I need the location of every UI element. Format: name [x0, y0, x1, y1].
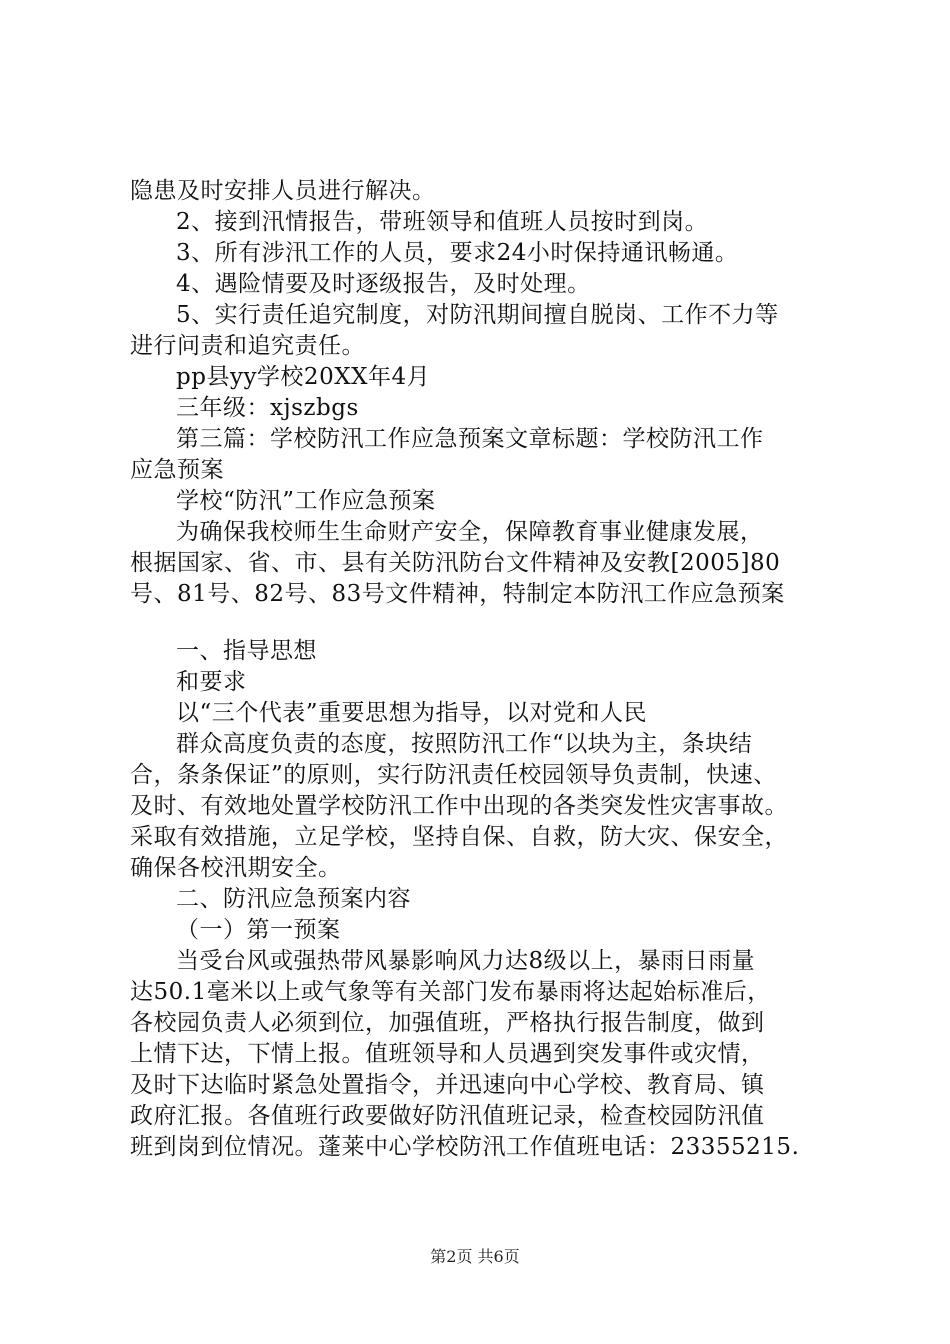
text-line: 根据国家、省、市、县有关防汛防台文件精神及安教[2005]80 [130, 550, 781, 576]
text-line: 达50.1毫米以上或气象等有关部门发布暴雨将达起始标准后， [130, 979, 771, 1005]
text-line: 合，条条保证”的原则，实行防汛责任校园领导负责制，快速、 [130, 762, 777, 788]
text-line: 及时下达临时紧急处置指令，并迅速向中心学校、教育局、镇 [130, 1072, 765, 1098]
text-line: 3、所有涉汛工作的人员，要求24小时保持通讯畅通。 [176, 240, 739, 266]
text-line: 三年级：xjszbgs [176, 395, 359, 421]
text-line: 上情下达，下情上报。值班领导和人员遇到突发事件或灾情， [130, 1041, 765, 1067]
text-line: 政府汇报。各值班行政要做好防汛值班记录，检查校园防汛值 [130, 1103, 765, 1129]
heading-first-plan: （一）第一预案 [176, 917, 341, 943]
page-number-footer: 第2页 共6页 [430, 1247, 520, 1266]
section-heading-continued: 应急预案 [130, 457, 224, 483]
text-line: 进行问责和追究责任。 [130, 333, 365, 359]
text-line: pp县yy学校20XX年4月 [176, 364, 431, 390]
heading-plan-content: 二、防汛应急预案内容 [176, 886, 411, 912]
text-line: 2、接到汛情报告，带班领导和值班人员按时到岗。 [176, 209, 709, 235]
text-line: 号、81号、82号、83号文件精神，特制定本防汛工作应急预案 [130, 581, 785, 607]
text-line: 5、实行责任追究制度，对防汛期间擅自脱岗、工作不力等 [176, 302, 779, 328]
text-line: 以“三个代表”重要思想为指导，以对党和人民 [176, 700, 648, 726]
text-line: 及时、有效地处置学校防汛工作中出现的各类突发性灾害事故。 [130, 793, 788, 819]
text-line: 各校园负责人必须到位，加强值班，严格执行报告制度，做到 [130, 1010, 765, 1036]
text-line: 4、遇险情要及时逐级报告，及时处理。 [176, 271, 591, 297]
text-line: 当受台风或强热带风暴影响风力达8级以上，暴雨日雨量 [176, 948, 756, 974]
text-line: 隐患及时安排人员进行解决。 [130, 178, 436, 204]
text-line: 确保各校汛期安全。 [130, 855, 342, 881]
text-line: 班到岗到位情况。蓬莱中心学校防汛工作值班电话：23355215. [130, 1134, 800, 1160]
text-line: 和要求 [176, 669, 247, 695]
text-line: 为确保我校师生生命财产安全，保障教育事业健康发展， [176, 519, 764, 545]
text-line: 采取有效措施，立足学校，坚持自保、自救，防大灾、保安全， [130, 824, 788, 850]
section-heading: 第三篇：学校防汛工作应急预案文章标题：学校防汛工作 [176, 426, 764, 452]
heading-guiding-thought: 一、指导思想 [176, 638, 317, 664]
text-line: 群众高度负责的态度，按照防汛工作“以块为主，条块结 [176, 731, 753, 757]
document-title: 学校“防汛”工作应急预案 [176, 488, 436, 514]
